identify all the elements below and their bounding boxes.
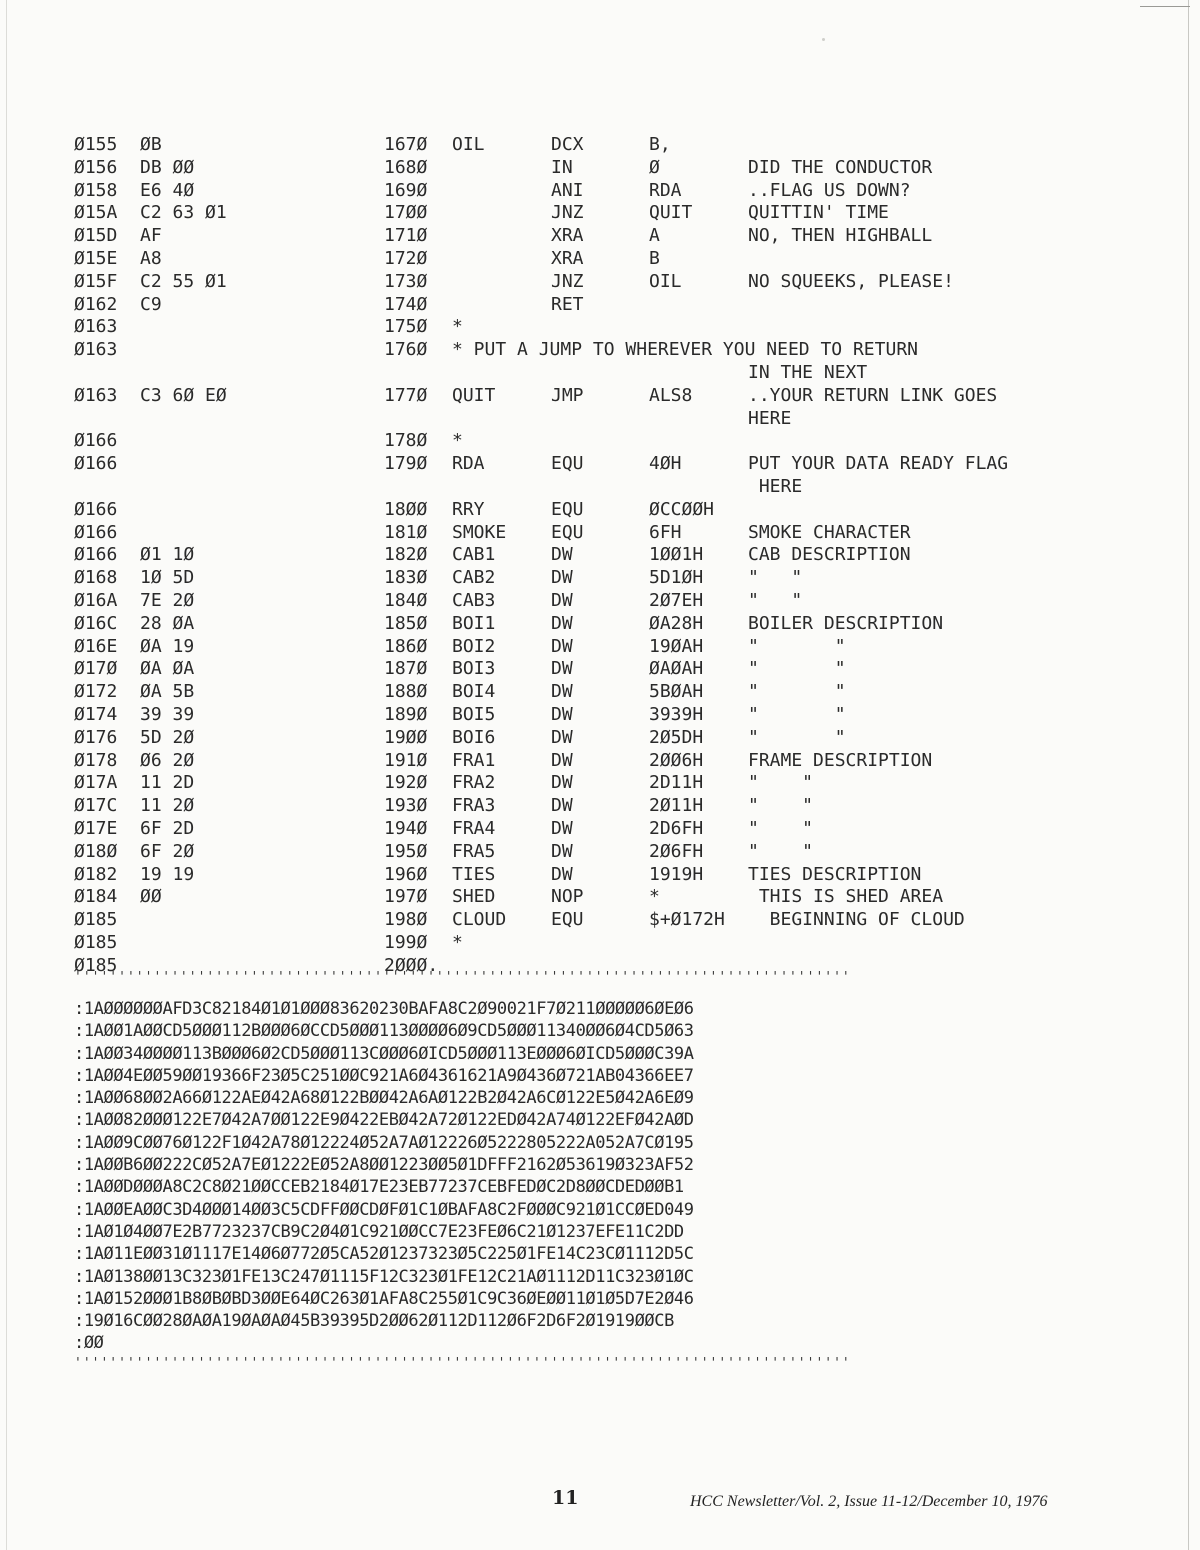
separator-top: '''''''''''''''''''''''''''''''''''''''''''''''''''''''''''''''''''''''''''''''''''''''' [74, 970, 851, 985]
line-number: 195Ø [384, 840, 428, 862]
address: Ø15D [74, 225, 118, 247]
listing-row [0, 841, 1200, 864]
object-code: 28 ØA [140, 612, 195, 634]
operand: 2Ø5DH [649, 726, 704, 748]
label: BOI6 [452, 726, 496, 748]
label: BOI3 [452, 658, 496, 680]
comment-continuation: HERE [748, 475, 803, 497]
listing-row [0, 590, 1200, 613]
listing-row [0, 294, 1200, 317]
line-number: 185Ø [384, 612, 428, 634]
hex-record: :1AØØ34ØØØØ113BØØØ6Ø2CD5ØØØ113CØØØ6ØICD5ØØØ113EØØØ6ØICD5ØØØC39A [74, 1043, 694, 1064]
corner-mark [1140, 6, 1190, 7]
listing-row [0, 613, 1200, 636]
comment: QUITTIN' TIME [748, 202, 889, 224]
address: Ø163 [74, 339, 118, 361]
address: Ø158 [74, 179, 118, 201]
label: * [452, 931, 463, 953]
comment: ..YOUR RETURN LINK GOES [748, 384, 998, 406]
object-code: ØA 19 [140, 635, 195, 657]
operand: 2D6FH [649, 817, 704, 839]
comment: THIS IS SHED AREA [748, 886, 944, 908]
address: Ø166 [74, 453, 118, 475]
operand: 5BØAH [649, 681, 704, 703]
label: RRY [452, 498, 485, 520]
address: Ø16A [74, 589, 118, 611]
listing-row [0, 750, 1200, 773]
opcode: DW [551, 772, 573, 794]
address: Ø16E [74, 635, 118, 657]
label: SHED [452, 886, 496, 908]
address: Ø176 [74, 726, 118, 748]
object-code: ØB [140, 134, 162, 155]
operand: 1ØØ1H [649, 544, 704, 566]
opcode: XRA [551, 247, 584, 269]
listing-row [0, 636, 1200, 659]
object-code: 6F 2Ø [140, 840, 195, 862]
object-code: AF [140, 225, 162, 247]
opcode: DW [551, 681, 573, 703]
line-number: 168Ø [384, 156, 428, 178]
address: Ø162 [74, 293, 118, 315]
operand: B [649, 247, 660, 269]
operand: 2Ø11H [649, 795, 704, 817]
listing-row [0, 886, 1200, 909]
opcode: DW [551, 703, 573, 725]
line-number: 193Ø [384, 795, 428, 817]
operand: 2Ø6FH [649, 840, 704, 862]
comment: " " [748, 658, 846, 680]
opcode: DW [551, 795, 573, 817]
hex-record: :1AØ11EØØ31Ø1117E14Ø6Ø772Ø5CA52Ø1237323Ø5C225Ø1FE14C23CØ1112D5C [74, 1244, 694, 1265]
listing-row [0, 385, 1200, 408]
comment: " " [748, 840, 814, 862]
object-code: 39 39 [140, 703, 195, 725]
hex-record: :1AØ1Ø4ØØ7E2B7723237CB9C2Ø4Ø1C921ØØCC7E23FEØ6C21Ø1237EFE11C2DD [74, 1221, 684, 1242]
line-number: 199Ø [384, 931, 428, 953]
object-code: C2 55 Ø1 [140, 270, 227, 292]
operand: 5D1ØH [649, 567, 704, 589]
comment: BEGINNING OF CLOUD [748, 909, 965, 931]
comment: " " [748, 726, 846, 748]
operand: 4ØH [649, 453, 682, 475]
line-number: 181Ø [384, 521, 428, 543]
line-number: 172Ø [384, 247, 428, 269]
line-number: 2ØØØ. [384, 954, 439, 976]
label: CAB2 [452, 567, 496, 589]
comment: " " [748, 772, 814, 794]
address: Ø15A [74, 202, 118, 224]
hex-dump [74, 998, 1174, 1355]
opcode: EQU [551, 453, 584, 475]
operand: ØA28H [649, 612, 704, 634]
comment: " " [748, 817, 814, 839]
opcode: RET [551, 293, 584, 315]
listing-row [0, 658, 1200, 681]
operand: ØAØAH [649, 658, 704, 680]
line-number: 197Ø [384, 886, 428, 908]
operand: QUIT [649, 202, 693, 224]
line-number: 18ØØ [384, 498, 428, 520]
hex-record: :1AØØEAØØC3D4ØØØ14ØØ3C5CDFFØØCDØFØ1C1ØBAFA8C2FØØØC921Ø1CCØED049 [74, 1199, 694, 1220]
label: QUIT [452, 384, 496, 406]
object-code: Ø1 1Ø [140, 544, 195, 566]
line-number: 183Ø [384, 567, 428, 589]
listing-row [0, 316, 1200, 339]
listing-row [0, 248, 1200, 271]
opcode: NOP [551, 886, 584, 908]
opcode: DW [551, 567, 573, 589]
line-number: 167Ø [384, 134, 428, 155]
operand: ØCCØØH [649, 498, 715, 520]
line-number: 171Ø [384, 225, 428, 247]
comment: ..FLAG US DOWN? [748, 179, 911, 201]
operand: RDA [649, 179, 682, 201]
hex-record: :1AØØ4EØØ59ØØ19366F23Ø5C251ØØC921A6Ø4361621A9Ø436Ø721AB04366EE7 [74, 1065, 694, 1086]
object-code: 7E 2Ø [140, 589, 195, 611]
opcode: DW [551, 749, 573, 771]
object-code: Ø6 2Ø [140, 749, 195, 771]
operand: 2Ø7EH [649, 589, 704, 611]
comment: NO SQUEEKS, PLEASE! [748, 270, 954, 292]
line-number: 178Ø [384, 430, 428, 452]
listing-continuation [0, 408, 1200, 431]
listing-row [0, 180, 1200, 203]
opcode: DW [551, 840, 573, 862]
line-number: 187Ø [384, 658, 428, 680]
opcode: EQU [551, 498, 584, 520]
operand: 6FH [649, 521, 682, 543]
address: Ø166 [74, 521, 118, 543]
comment: " " [748, 589, 803, 611]
opcode: DW [551, 726, 573, 748]
label: BOI5 [452, 703, 496, 725]
operand: A [649, 225, 660, 247]
address: Ø185 [74, 909, 118, 931]
hex-record: :1AØ138ØØ13C323Ø1FE13C247Ø1115F12C323Ø1FE12C21AØ1112D11C323Ø1ØC [74, 1266, 694, 1287]
line-number: 194Ø [384, 817, 428, 839]
line-number: 179Ø [384, 453, 428, 475]
listing-row [0, 522, 1200, 545]
hex-record: :1AØØDØØØA8C2C8Ø21ØØCCEB2184Ø17E23EB77237CEBFEDØC2D8ØØCDEDØØB1 [74, 1177, 684, 1198]
label: SMOKE [452, 521, 507, 543]
label: FRA1 [452, 749, 496, 771]
comment-continuation: HERE [748, 407, 792, 429]
opcode: DW [551, 612, 573, 634]
label: BOI1 [452, 612, 496, 634]
listing-row [0, 453, 1200, 476]
hex-record: :1AØØ9CØØ76Ø122F1Ø42A78Ø12224Ø52A7AØ12226Ø5222805222A052A7CØ195 [74, 1132, 694, 1153]
object-code: ØA 5B [140, 681, 195, 703]
address: Ø16C [74, 612, 118, 634]
comment: NO, THEN HIGHBALL [748, 225, 933, 247]
line-number: 175Ø [384, 316, 428, 338]
label: RDA [452, 453, 485, 475]
separator-bottom: '''''''''''''''''''''''''''''''''''''''''''''''''''''''''''''''''''''''''''''''''''''''' [74, 1356, 851, 1371]
hex-record: :ØØ [74, 1333, 104, 1354]
line-number: 186Ø [384, 635, 428, 657]
address: Ø17C [74, 795, 118, 817]
comment-continuation: IN THE NEXT [748, 361, 868, 383]
listing-row [0, 795, 1200, 818]
opcode: XRA [551, 225, 584, 247]
listing-row [0, 681, 1200, 704]
opcode: DW [551, 544, 573, 566]
operand: OIL [649, 270, 682, 292]
opcode: DW [551, 658, 573, 680]
operand: 3939H [649, 703, 704, 725]
hex-record: :1AØØ68ØØ2A66Ø122AEØ42A68Ø122BØØ42A6AØ122B2Ø42A6CØ122E5Ø42A6EØ9 [74, 1088, 694, 1109]
address: Ø155 [74, 134, 118, 155]
address: Ø18Ø [74, 840, 118, 862]
address: Ø166 [74, 498, 118, 520]
opcode: EQU [551, 521, 584, 543]
object-code: 11 2Ø [140, 795, 195, 817]
opcode: DW [551, 863, 573, 885]
address: Ø15F [74, 270, 118, 292]
comment: PUT YOUR DATA READY FLAG [748, 453, 1009, 475]
address: Ø178 [74, 749, 118, 771]
label: TIES [452, 863, 496, 885]
line-number: 169Ø [384, 179, 428, 201]
assembly-listing [0, 134, 1200, 977]
line-number: 191Ø [384, 749, 428, 771]
line-number: 192Ø [384, 772, 428, 794]
operand: 19ØAH [649, 635, 704, 657]
object-code: DB ØØ [140, 156, 195, 178]
listing-row [0, 339, 1200, 362]
comment: " " [748, 635, 846, 657]
page-number: 11 [552, 1487, 579, 1509]
object-code: 1Ø 5D [140, 567, 195, 589]
operand: 2D11H [649, 772, 704, 794]
listing-row [0, 202, 1200, 225]
address: Ø184 [74, 886, 118, 908]
listing-row [0, 818, 1200, 841]
object-code: A8 [140, 247, 162, 269]
line-number: 174Ø [384, 293, 428, 315]
listing-row [0, 727, 1200, 750]
operand: 2ØØ6H [649, 749, 704, 771]
line-number: 198Ø [384, 909, 428, 931]
object-code: C2 63 Ø1 [140, 202, 227, 224]
address: Ø17Ø [74, 658, 118, 680]
comment: " " [748, 567, 803, 589]
object-code: ØØ [140, 886, 162, 908]
label: CAB1 [452, 544, 496, 566]
comment: " " [748, 795, 814, 817]
opcode: IN [551, 156, 573, 178]
listing-row [0, 567, 1200, 590]
hex-record: :1AØ152ØØØ1B8ØBØBD3ØØE64ØC263Ø1AFA8C255Ø1C9C36ØEØØ11Ø1Ø5D7E2Ø46 [74, 1288, 694, 1309]
line-number: 196Ø [384, 863, 428, 885]
label: FRA4 [452, 817, 496, 839]
label: BOI2 [452, 635, 496, 657]
listing-row [0, 864, 1200, 887]
object-code: 6F 2D [140, 817, 195, 839]
address: Ø17A [74, 772, 118, 794]
label: * [452, 316, 463, 338]
label: FRA5 [452, 840, 496, 862]
address: Ø163 [74, 384, 118, 406]
opcode: ANI [551, 179, 584, 201]
comment: " " [748, 681, 846, 703]
scan-speck [822, 38, 825, 41]
listing-row [0, 271, 1200, 294]
comment: " " [748, 703, 846, 725]
object-code: C3 6Ø EØ [140, 384, 227, 406]
object-code: C9 [140, 293, 162, 315]
listing-row [0, 134, 1200, 157]
address: Ø166 [74, 430, 118, 452]
address: Ø172 [74, 681, 118, 703]
comment: SMOKE CHARACTER [748, 521, 911, 543]
label: OIL [452, 134, 485, 155]
listing-row [0, 932, 1200, 955]
listing-continuation [0, 362, 1200, 385]
comment-line: * PUT A JUMP TO WHEREVER YOU NEED TO RETURN [452, 339, 918, 361]
opcode: EQU [551, 909, 584, 931]
label: * [452, 430, 463, 452]
opcode: DCX [551, 134, 584, 155]
operand: ALS8 [649, 384, 693, 406]
hex-record: :1AØØB6ØØ222CØ52A7EØ1222EØ52A8ØØ1223ØØ5Ø1DFFF2162Ø53619Ø323AF52 [74, 1155, 694, 1176]
hex-record: :1AØØ82ØØØ122E7Ø42A7ØØ122E9Ø422EBØ42A72Ø122EDØ42A74Ø122EFØ42AØD [74, 1110, 694, 1131]
address: Ø163 [74, 316, 118, 338]
hex-record: :1AØØØØØØAFD3C82184Ø1Ø1ØØØ83620230BAFA8C2Ø90021F7Ø211ØØØØØ6ØEØ6 [74, 999, 694, 1019]
opcode: JNZ [551, 202, 584, 224]
address: Ø17E [74, 817, 118, 839]
listing-row [0, 704, 1200, 727]
publication-footer: HCC Newsletter/Vol. 2, Issue 11-12/December 10, 1976 [690, 1493, 1048, 1510]
line-number: 184Ø [384, 589, 428, 611]
comment: CAB DESCRIPTION [748, 544, 911, 566]
comment: DID THE CONDUCTOR [748, 156, 933, 178]
object-code: ØA ØA [140, 658, 195, 680]
listing-row [0, 909, 1200, 932]
opcode: DW [551, 817, 573, 839]
object-code: 5D 2Ø [140, 726, 195, 748]
line-number: 19ØØ [384, 726, 428, 748]
opcode: DW [551, 589, 573, 611]
line-number: 17ØØ [384, 202, 428, 224]
listing-row [0, 544, 1200, 567]
comment: BOILER DESCRIPTION [748, 612, 944, 634]
label: BOI4 [452, 681, 496, 703]
line-number: 188Ø [384, 681, 428, 703]
opcode: JNZ [551, 270, 584, 292]
listing-row [0, 499, 1200, 522]
operand: * [649, 886, 660, 908]
operand: Ø [649, 156, 660, 178]
object-code: E6 4Ø [140, 179, 195, 201]
opcode: JMP [551, 384, 584, 406]
object-code: 11 2D [140, 772, 195, 794]
address: Ø168 [74, 567, 118, 589]
object-code: 19 19 [140, 863, 195, 885]
comment: FRAME DESCRIPTION [748, 749, 933, 771]
listing-row [0, 772, 1200, 795]
comment: TIES DESCRIPTION [748, 863, 922, 885]
operand: $+Ø172H [649, 909, 725, 931]
operand: 1919H [649, 863, 704, 885]
opcode: DW [551, 635, 573, 657]
listing-row [0, 225, 1200, 248]
address: Ø156 [74, 156, 118, 178]
address: Ø185 [74, 954, 118, 976]
address: Ø182 [74, 863, 118, 885]
line-number: 176Ø [384, 339, 428, 361]
listing-row [0, 430, 1200, 453]
address: Ø174 [74, 703, 118, 725]
line-number: 173Ø [384, 270, 428, 292]
address: Ø185 [74, 931, 118, 953]
address: Ø166 [74, 544, 118, 566]
address: Ø15E [74, 247, 118, 269]
hex-record: :19Ø16CØØ28ØAØA19ØAØAØ45B39395D2ØØ62Ø112D112Ø6F2D6F2Ø1919ØØCB [74, 1311, 674, 1332]
label: CLOUD [452, 909, 507, 931]
operand: B, [649, 134, 671, 155]
listing-continuation [0, 476, 1200, 499]
label: CAB3 [452, 589, 496, 611]
line-number: 182Ø [384, 544, 428, 566]
line-number: 177Ø [384, 384, 428, 406]
label: FRA2 [452, 772, 496, 794]
line-number: 189Ø [384, 703, 428, 725]
hex-record: :1AØØ1AØØCD5ØØØ112BØØØ6ØCCD5ØØØ113ØØØØ6Ø9CD5ØØØ11340ØØ6Ø4CD5Ø63 [74, 1021, 694, 1042]
listing-row [0, 157, 1200, 180]
label: FRA3 [452, 795, 496, 817]
